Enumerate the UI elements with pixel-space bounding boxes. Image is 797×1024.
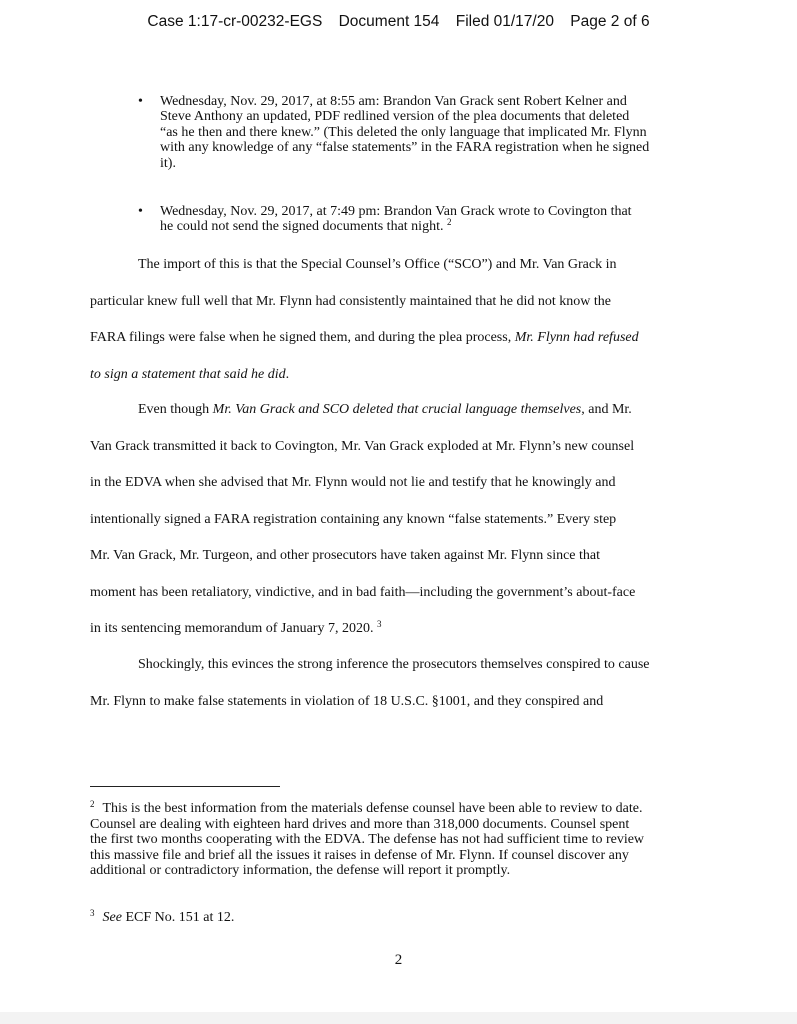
body-paragraph: Even though Mr. Van Grack and SCO deleted that crucial language themselves, and Mr. Van Grack transmitted it back to Covington, Mr. Van Grack exploded at Mr. Flynn’s new counsel in the EDVA when she advised that Mr. Flynn would not lie and testify that he knowingly and intentionally signed a FARA registration containing any known “false statements.” Every step Mr. Van Grack, Mr. Turgeon, and other prosecutors have taken against Mr. Flynn since that moment has been retaliatory, vindictive, and in bad faith—including the government’s about-face in its sentencing memorandum of January 7, 2020. $^3$ xyxy=(90,402,636,636)
page-indicator: Page 2 of 6 xyxy=(570,13,650,30)
footnote-mark: 2 xyxy=(90,799,95,809)
bullet-dot-icon: • xyxy=(138,94,143,109)
footnote-ref[interactable]: 2 xyxy=(446,217,452,228)
page-number: 2 xyxy=(394,952,403,968)
bullet-dot-icon: • xyxy=(138,204,143,219)
footnote-ref[interactable]: 3 xyxy=(376,619,382,629)
footnote-mark: 3 xyxy=(90,908,95,918)
footnote: $^2$ This is the best information from the materials defense counsel have been able to review to date. Counsel are dealing with eighteen hard drives and more than 318,000 documents. Counsel spent the first two months cooperating with the EDVA. The defense has not had sufficient time to review this massive file and brief all the issues it raises in defense of Mr. Flynn. If counsel discover any additional or contradictory information, the defense will report it promptly. xyxy=(90,799,645,879)
footnote-divider xyxy=(90,786,280,787)
case-number: Case 1:17-cr-00232-EGS xyxy=(147,13,323,30)
body-paragraph: The import of this is that the Special Counsel’s Office (“SCO”) and Mr. Van Grack in particular knew full well that Mr. Flynn had consistently maintained that he did not know the FARA filings were false when he signed them, and during the plea process, Mr. Flynn had refused to sign a statement that said he did. xyxy=(90,257,639,382)
body-paragraph: Shockingly, this evinces the strong inference the prosecutors themselves conspired to cause Mr. Flynn to make false statements in violation of 18 U.S.C. §1001, and they conspired and xyxy=(90,657,650,709)
bullet-item: • Wednesday, Nov. 29, 2017, at 7:49 pm: Brandon Van Grack wrote to Covington that he could not send the signed documents that night. $^2$ xyxy=(138,204,632,235)
bullet-item: • Wednesday, Nov. 29, 2017, at 8:55 am: Brandon Van Grack sent Robert Kelner and Steve Anthony an updated, PDF redlined version of the plea documents that deleted “as he then and there knew.” (This deleted the only language that implicated Mr. Flynn with any knowledge of any “false statements” in the FARA registration when he signed it). xyxy=(138,94,650,171)
case-header xyxy=(0,13,797,31)
viewer-bottom-edge xyxy=(0,1012,797,1024)
filed-date: Filed 01/17/20 xyxy=(455,13,554,30)
document-number: Document 154 xyxy=(338,13,440,30)
footnote: $^3$ See ECF No. 151 at 12. xyxy=(90,908,235,925)
